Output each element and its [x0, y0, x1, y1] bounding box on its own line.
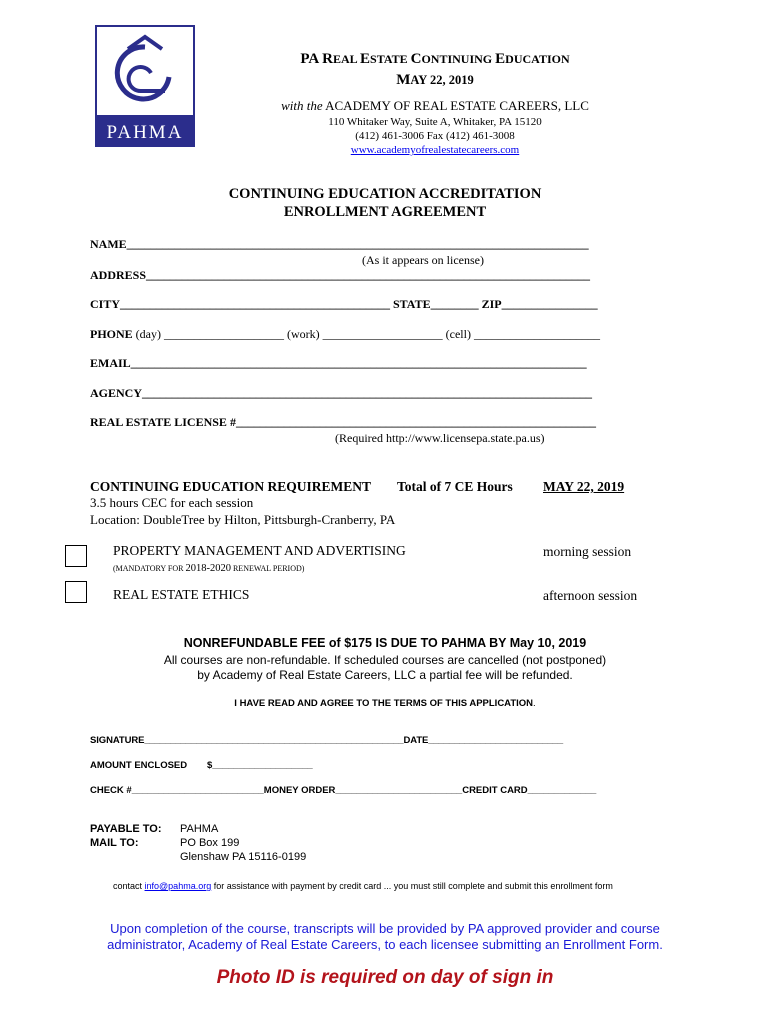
session-course-morning: PROPERTY MANAGEMENT AND ADVERTISING	[113, 543, 406, 558]
logo-text: PAHMA	[106, 122, 184, 143]
mail-to-label: MAIL TO:	[90, 837, 139, 849]
contact-email-link[interactable]: info@pahma.org	[144, 881, 212, 891]
amount-label: AMOUNT ENCLOSED	[90, 760, 188, 771]
session-note-morning: (MANDATORY FOR 2018-2020 RENEWAL PERIOD)	[113, 563, 305, 574]
fee-headline: NONREFUNDABLE FEE of $175 IS DUE TO PAHMA BY May 10, 2019	[183, 636, 587, 650]
contact-note: contact info@pahma.org for assistance with payment by credit card ... you must still complete and submit this enrollment form	[113, 881, 613, 891]
header-title: PA REAL ESTATE CONTINUING EDUCATION	[300, 51, 570, 67]
header-phones: (412) 461-3006 Fax (412) 461-3008	[355, 130, 515, 142]
session-course-afternoon: REAL ESTATE ETHICS	[113, 587, 250, 602]
completion-line2: administrator, Academy of Real Estate Careers, to each licensee submitting an Enrollment Form.	[107, 937, 663, 952]
website-link[interactable]: www.academyofrealestatecareers.com	[350, 144, 520, 156]
city-state-zip-field[interactable]: CITY_____________________________________________ STATE________ ZIP________________	[90, 297, 598, 311]
signature-date-field[interactable]: SIGNATURE__________________________________________________DATE__________________________	[90, 735, 564, 746]
requirement-total: Total of 7 CE Hours	[397, 479, 513, 494]
house-logo-icon	[95, 25, 195, 147]
form-title-line1: CONTINUING EDUCATION ACCREDITATION	[228, 186, 542, 202]
completion-line1: Upon completion of the course, transcripts will be provided by PA approved provider and course	[110, 921, 660, 936]
header-date: MAY 22, 2019	[396, 72, 474, 88]
license-field[interactable]: REAL ESTATE LICENSE #____________________________________________________________	[90, 415, 596, 429]
check-money-card-field[interactable]: CHECK #_________________________MONEY ORDER________________________CREDIT CARD_____________	[90, 785, 597, 796]
fee-line2: by Academy of Real Estate Careers, LLC a partial fee will be refunded.	[197, 668, 573, 682]
requirement-location: Location: DoubleTree by Hilton, Pittsburgh-Cranberry, PA	[90, 512, 396, 527]
header-address: 110 Whitaker Way, Suite A, Whitaker, PA 15120	[328, 116, 542, 128]
license-note: (Required http://www.licensepa.state.pa.us)	[335, 431, 545, 445]
header-website	[240, 144, 630, 156]
name-field[interactable]: NAME_____________________________________________________________________________	[90, 237, 589, 251]
pahma-logo	[95, 25, 195, 147]
header-with: with the ACADEMY OF REAL ESTATE CAREERS, LLC	[281, 98, 589, 113]
amount-field[interactable]: $___________________	[207, 760, 313, 771]
payable-to-label: PAYABLE TO:	[90, 823, 162, 835]
agency-field[interactable]: AGENCY___________________________________________________________________________	[90, 386, 593, 400]
session-time-morning: morning session	[543, 544, 632, 559]
payee-city: Glenshaw PA 15116-0199	[180, 851, 307, 863]
payee-name: PAHMA	[180, 823, 219, 835]
payee-po-box: PO Box 199	[180, 837, 240, 849]
session-checkbox-morning[interactable]	[65, 545, 87, 567]
requirement-date: MAY 22, 2019	[543, 479, 625, 494]
fee-line1: All courses are non-refundable. If scheduled courses are cancelled (not postponed)	[163, 653, 607, 667]
address-field[interactable]: ADDRESS__________________________________________________________________________	[90, 268, 591, 282]
requirement-hours: 3.5 hours CEC for each session	[90, 495, 254, 510]
name-note: (As it appears on license)	[362, 253, 484, 267]
session-checkbox-afternoon[interactable]	[65, 581, 87, 603]
session-time-afternoon: afternoon session	[543, 588, 638, 603]
form-title-line2: ENROLLMENT AGREEMENT	[283, 204, 487, 220]
phone-field[interactable]: PHONE (day) ____________________ (work) ____________________ (cell) _____________________	[90, 327, 600, 341]
email-field[interactable]: EMAIL____________________________________________________________________________	[90, 356, 587, 370]
photo-id-notice: Photo ID is required on day of sign in	[216, 967, 554, 988]
agree-statement: I HAVE READ AND AGREE TO THE TERMS OF THIS APPLICATION.	[234, 698, 536, 709]
requirement-heading: CONTINUING EDUCATION REQUIREMENT	[90, 479, 372, 494]
